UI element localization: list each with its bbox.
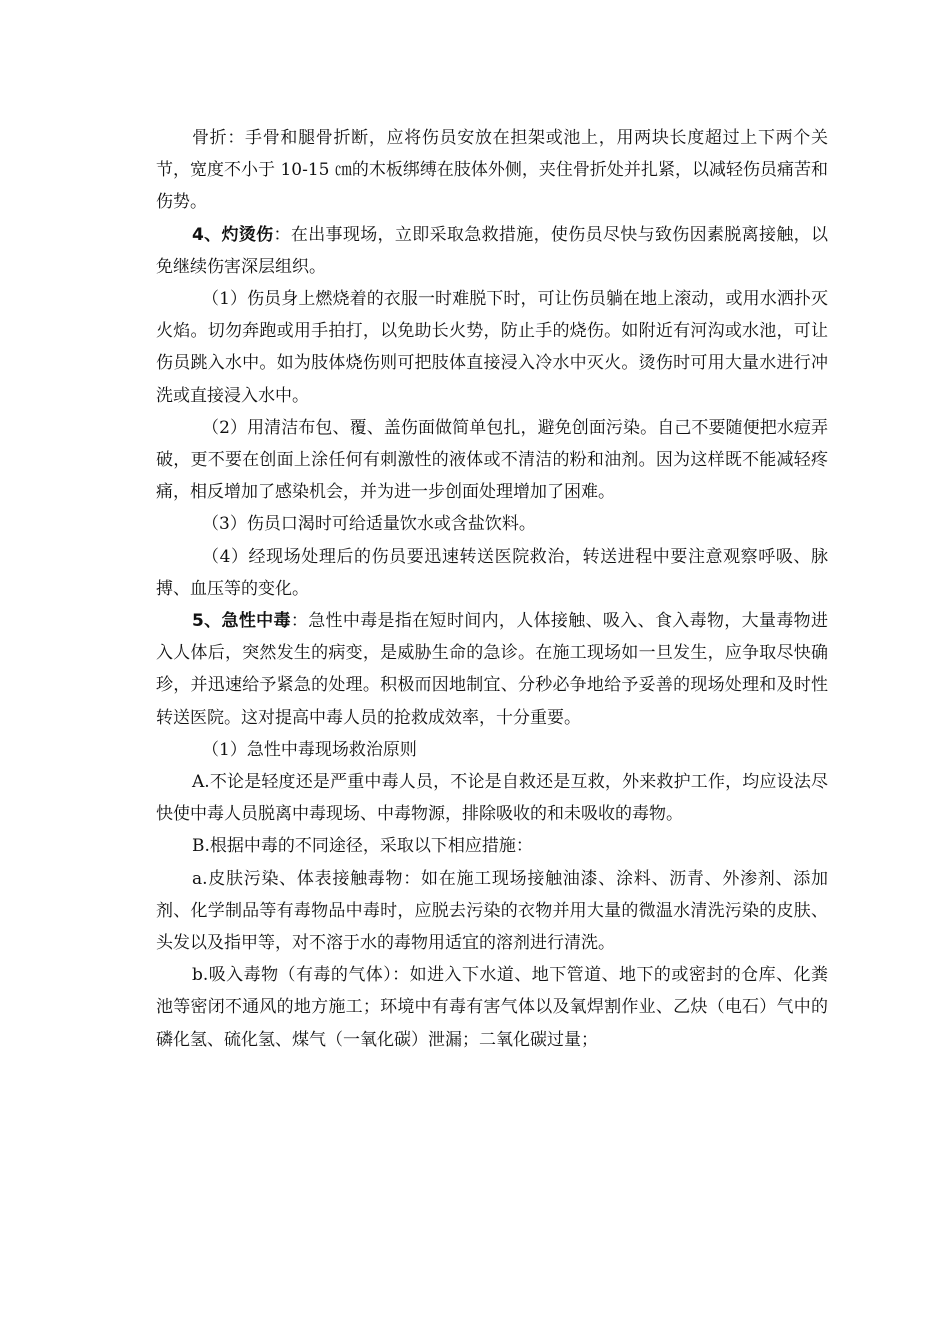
paragraph-measure-a [156, 863, 828, 960]
section-heading-poisoning: 5、急性中毒 [192, 611, 291, 632]
paragraph-text: （1）伤员身上燃烧着的衣服一时难脱下时，可让伤员躺在地上滚动，或用水洒扑灭火焰。切勿奔跑或用手拍打，以免助长火势，防止手的烧伤。如附近有河沟或水池，可让伤员跳入水中。如为肢体烧伤则可把肢体直接浸入冷水中灭火。烫伤时可用大量水进行冲洗或直接浸入水中。 [156, 289, 828, 406]
paragraph-fracture [156, 122, 828, 219]
paragraph-measure-b [156, 959, 828, 1056]
paragraph-text: B.根据中毒的不同途径，采取以下相应措施： [192, 836, 533, 857]
paragraph-text: a.皮肤污染、体表接触毒物：如在施工现场接触油漆、涂料、沥青、外渗剂、添加剂、化学制品等有毒物品中毒时，应脱去污染的衣物并用大量的微温水清洗污染的皮肤、头发以及指甲等，对不溶于水的毒物用适宜的溶剂进行清洗。 [156, 868, 828, 954]
document-body [156, 122, 828, 1056]
paragraph-text: （4）经现场处理后的伤员要迅速转送医院救治，转送进程中要注意观察呼吸、脉搏、血压等的变化。 [156, 546, 828, 599]
paragraph-burns-step-4 [156, 541, 828, 605]
paragraph-text: b.吸入毒物（有毒的气体）：如进入下水道、地下管道、地下的或密封的仓库、化粪池等密闭不通风的地方施工；环境中有毒有害气体以及氧焊割作业、乙炔（电石）气中的磷化氢、硫化氢、煤气（一氧化碳）泄漏；二氧化碳过量； [156, 965, 828, 1050]
paragraph-text: ：急性中毒是指在短时间内，人体接触、吸入、食入毒物，大量毒物进入人体后，突然发生的病变，是威胁生命的急诊。在施工现场如一旦发生，应争取尽快确珍，并迅速给予紧急的处理。积极而因地制宜、分秒必争地给予妥善的现场处理和及时性转送医院。这对提高中毒人员的抢救成效率，十分重要。 [156, 611, 828, 728]
paragraph-poisoning [156, 605, 828, 734]
section-heading-burns: 4、灼烫伤 [192, 224, 274, 245]
paragraph-principle-a [156, 766, 828, 830]
paragraph-text: ：在出事现场，立即采取急救措施，使伤员尽快与致伤因素脱离接触，以免继续伤害深层组织。 [156, 224, 828, 277]
paragraph-burns-step-3 [156, 508, 828, 540]
paragraph-text: 骨折：手骨和腿骨折断，应将伤员安放在担架或池上，用两块长度超过上下两个关节，宽度不小于 10-15 ㎝的木板绑缚在肢体外侧，夹住骨折处并扎紧，以减轻伤员痛苦和伤势。 [156, 128, 828, 213]
paragraph-text: （1）急性中毒现场救治原则 [202, 739, 417, 760]
paragraph-burns [156, 219, 828, 283]
paragraph-burns-step-1 [156, 283, 828, 412]
paragraph-poisoning-principles [156, 734, 828, 766]
paragraph-principle-b [156, 830, 828, 862]
paragraph-burns-step-2 [156, 412, 828, 509]
paragraph-text: （2）用清洁布包、覆、盖伤面做简单包扎，避免创面污染。自己不要随便把水痘弄破，更不要在创面上涂任何有刺激性的液体或不清洁的粉和油剂。因为这样既不能减轻疼痛，相反增加了感染机会，并为进一步创面处理增加了困难。 [156, 417, 828, 503]
paragraph-text: （3）伤员口渴时可给适量饮水或含盐饮料。 [202, 514, 536, 535]
paragraph-text: A.不论是轻度还是严重中毒人员，不论是自救还是互救，外来救护工作，均应设法尽快使中毒人员脱离中毒现场、中毒物源，排除吸收的和未吸收的毒物。 [156, 772, 828, 825]
